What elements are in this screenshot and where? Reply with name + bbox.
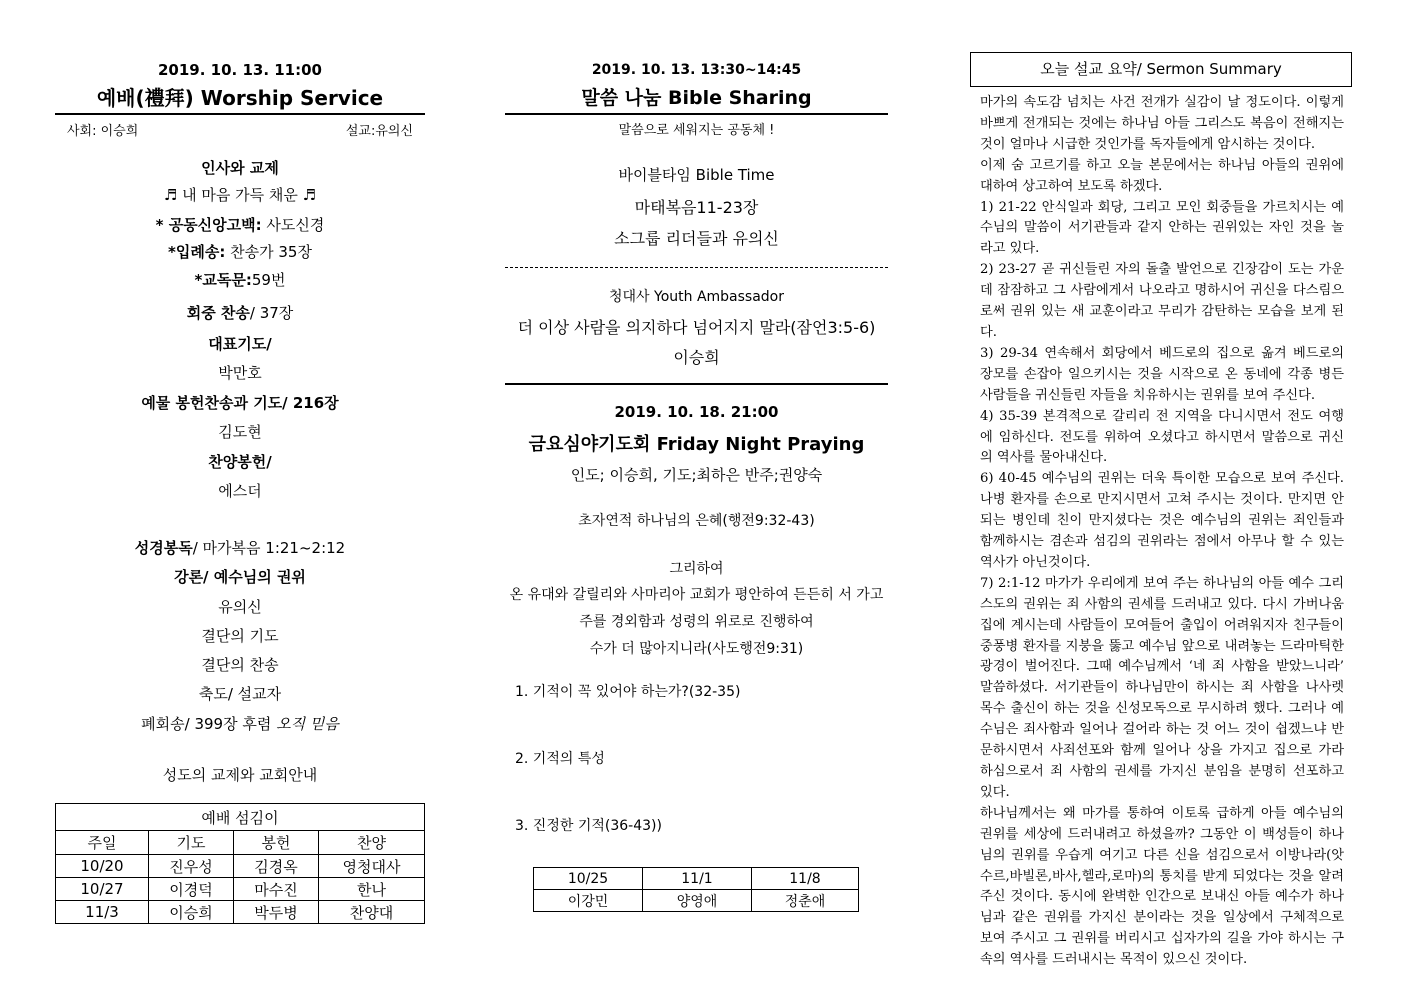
table-cell: 진우성 <box>149 855 234 878</box>
friday-leaders: 인도; 이승희, 기도;최하은 반주;권양숙 <box>570 466 823 484</box>
verse-line: 수가 더 많아지니라(사도행전9:31) <box>589 641 804 657</box>
bible-time-leader: 소그룹 리더들과 유의신 <box>614 229 779 248</box>
question-item: 3. 진정한 기적(36-43)) <box>515 818 662 834</box>
order-item: 대표기도/ <box>208 335 272 353</box>
bible-time-title: 바이블타임 Bible Time <box>618 166 775 184</box>
table-row <box>534 868 859 890</box>
table-row <box>56 901 425 924</box>
sharing-title: 말씀 나눔 Bible Sharing <box>581 87 812 109</box>
worship-host: 사회: 이승희 <box>67 124 139 139</box>
servers-table <box>55 803 425 924</box>
order-item: 결단의 찬송 <box>201 656 279 674</box>
table-cell: 10/27 <box>56 878 149 901</box>
table-cell: 영청대사 <box>319 855 425 878</box>
table-header: 기도 <box>149 831 234 855</box>
order-item: 예물 봉헌찬송과 기도/ 216장 <box>141 394 339 412</box>
worship-title: 예배(禮拜) Worship Service <box>96 86 384 110</box>
section-divider <box>505 383 888 385</box>
worship-preacher: 설교:유의신 <box>345 124 413 139</box>
summary-body <box>980 93 1344 971</box>
servers-title: 예배 섬김이 <box>56 804 425 831</box>
table-header: 주일 <box>56 831 149 855</box>
friday-theme: 초자연적 하나님의 은혜(행전9:32-43) <box>578 513 815 529</box>
order-item: 강론/ 예수님의 권위 <box>174 568 306 586</box>
youth-title: 청대사 Youth Ambassador <box>608 289 785 305</box>
table-cell: 11/3 <box>56 901 149 924</box>
youth-speaker: 이승희 <box>673 348 720 367</box>
summary-paragraph: 2) 23-27 곧 귀신들린 자의 돌출 발언으로 긴장감이 도는 가운데 잠잠하고 그 사람에게서 나오라고 명하시어 귀신을 다스림으로써 권위 있는 새 교훈이라고 무리가 감탄하는 모습을 보게 된다. <box>980 262 1344 340</box>
order-item: 에스더 <box>218 482 262 500</box>
table-row <box>534 890 859 912</box>
bible-time-reading: 마태복음11-23장 <box>634 198 759 217</box>
order-item: 찬양봉헌/ <box>208 453 272 471</box>
summary-paragraph: 3) 29-34 연속해서 회당에서 베드로의 집으로 옮겨 베드로의 장모를 손잡아 일으키시는 것을 시작으로 온 동네에 각종 병든 사람들을 귀신들린 자들을 치유하시는 권위를 보여 주신다. <box>980 345 1344 403</box>
summary-paragraph: 4) 35-39 본격적으로 갈리리 전 지역을 다니시면서 전도 여행에 임하신다. 전도를 위하여 오셨다고 하시면서 말씀으로 귀신의 역사를 물아내신다. <box>980 408 1344 466</box>
table-cell: 박두병 <box>234 901 319 924</box>
summary-paragraph: 하나님께서는 왜 마가를 통하여 이토록 급하게 아들 예수님의 권위를 세상에 드러내려고 하셨을까? 그동안 이 백성들이 하나님의 권위를 우습게 여기고 다른 신을 섬김으로서 이방나라(앗수르,바빌론,바사,헬라,로마)의 통치를 받게 되었다는 것을 알려 주신 것이다. 동시에 완벽한 인간으로 보내신 아들 예수가 하나님과 같은 권위를 가지신 분이라는 것을 일상에서 구체적으로 보여 주시고 그 권위를 버리시고 십자가의 길을 가야 하시는 구속의 역사를 드러내시는 목적이 있으신 것이다. <box>980 805 1344 968</box>
section-divider <box>505 267 888 268</box>
sharing-divider <box>505 113 888 115</box>
table-header: 봉헌 <box>234 831 319 855</box>
worship-divider <box>55 113 425 115</box>
table-cell: 10/25 <box>534 868 643 890</box>
closing-song-tail: 오직 믿음 <box>276 715 339 733</box>
order-item: 폐회송/ 399장 후렴 오직 믿음 <box>141 715 339 733</box>
youth-message: 더 이상 사람을 의지하다 넘어지지 말라(잠언3:5-6) <box>517 318 876 337</box>
table-cell: 정춘애 <box>752 890 859 912</box>
order-item: 회중 찬송/ 37장 <box>186 304 294 322</box>
table-header: 찬양 <box>319 831 425 855</box>
sharing-motto: 말씀으로 세워지는 공동체 ! <box>618 123 775 138</box>
worship-date: 2019. 10. 13. 11:00 <box>157 61 322 79</box>
table-cell: 한나 <box>319 878 425 901</box>
table-cell: 김경옥 <box>234 855 319 878</box>
order-item: *입례송: 찬송가 35장 <box>168 243 312 261</box>
friday-title: 금요심야기도회 Friday Night Praying <box>528 434 865 455</box>
table-cell: 찬양대 <box>319 901 425 924</box>
table-cell: 11/1 <box>643 868 752 890</box>
order-item: 인사와 교제 <box>201 159 279 177</box>
sharing-date: 2019. 10. 13. 13:30~14:45 <box>591 62 802 78</box>
question-item: 1. 기적이 꼭 있어야 하는가?(32-35) <box>515 684 741 700</box>
order-item: 박만호 <box>218 364 262 382</box>
order-item: 결단의 기도 <box>201 627 279 645</box>
order-item: 김도현 <box>218 423 262 441</box>
summary-paragraph: 마가의 속도감 넘치는 사건 전개가 실감이 날 정도이다. 이렇게 바쁘게 전개되는 것에는 하나님 아들 그리스도 복음이 전해지는 것이 얼마나 시급한 것인가를 독자들에게 암시하는 것이다. <box>980 95 1344 152</box>
table-cell: 11/8 <box>752 868 859 890</box>
order-item: 유의신 <box>218 598 262 616</box>
order-item: * 공동신앙고백: 사도신경 <box>155 216 325 234</box>
table-cell: 10/20 <box>56 855 149 878</box>
summary-paragraph: 1) 21-22 안식일과 회당, 그리고 모인 회중들을 가르치시는 예수님의 말씀이 서기관들과 같지 안하는 권위있는 자인 것을 놀라고 있다. <box>980 199 1344 257</box>
verse-line: 그리하여 <box>669 561 724 577</box>
question-item: 2. 기적의 특성 <box>515 751 605 767</box>
summary-title: 오늘 설교 요약/ Sermon Summary <box>1040 60 1282 78</box>
verse-line: 온 유대와 갈릴리와 사마리아 교회가 평안하여 든든히 서 가고 <box>509 587 884 603</box>
friday-date: 2019. 10. 18. 21:00 <box>614 403 779 421</box>
summary-paragraph: 6) 40-45 예수님의 권위는 더욱 특이한 모습으로 보여 주신다. 나병 환자를 손으로 만지시면서 고쳐 주시는 것이다. 만지면 안되는 병인데 친이 만지셨다는 것은 예수님의 권위는 죄인들과 함께하시는 겸손과 섬김의 권위라는 점에서 아무나 할 수 있는 역사가 아닌것이다. <box>980 471 1344 570</box>
table-cell: 이경덕 <box>149 878 234 901</box>
verse-line: 주를 경외함과 성령의 위로로 진행하여 <box>579 614 814 630</box>
order-item: 축도/ 설교자 <box>198 685 282 703</box>
summary-paragraph: 이제 숨 고르기를 하고 오늘 본문에서는 하나님 아들의 권위에 대하여 상고하여 보도록 하겠다. <box>980 157 1344 194</box>
table-cell: 이강민 <box>534 890 643 912</box>
table-cell: 마수진 <box>234 878 319 901</box>
table-cell: 양영애 <box>643 890 752 912</box>
order-item: 성경봉독/ 마가복음 1:21~2:12 <box>134 539 346 557</box>
table-row <box>56 855 425 878</box>
order-item: *교독문:59번 <box>194 271 286 289</box>
order-item: ♬ 내 마음 가득 채운 ♬ <box>163 186 317 204</box>
summary-paragraph: 7) 2:1-12 마가가 우리에게 보여 주는 하나님의 아들 예수 그리스도의 권위는 죄 사함의 권세를 드러내고 있다. 다시 가버나움 집에 계시는데 사람들이 모여들어 출입이 어려워지자 친구들이 중풍병 환자를 지붕을 뚫고 예수님 앞으로 내려놓는 드라마틱한 광경이 벌어진다. 그때 예수님께서 ‘네 죄 사함을 받았느니라’ 말씀하셨다. 서기관들이 하나님만이 하시는 죄 사함을 나사렛 목수 출신이 하는 것을 신성모독으로 무시하려 했다. 그러나 예수님은 죄사함과 일어나 걸어라 하는 것 어느 것이 쉽겠느냐 반문하시면서 사죄선포와 함께 일어나 상을 가지고 집으로 가라 하심으로서 죄 사함의 권세를 가지신 분임을 분명히 선포하고 있다. <box>980 575 1344 800</box>
order-item: 성도의 교제와 교회안내 <box>162 766 318 784</box>
table-row <box>56 878 425 901</box>
table-cell: 이승희 <box>149 901 234 924</box>
summary-title-box <box>970 52 1352 87</box>
friday-schedule-table <box>533 867 859 912</box>
